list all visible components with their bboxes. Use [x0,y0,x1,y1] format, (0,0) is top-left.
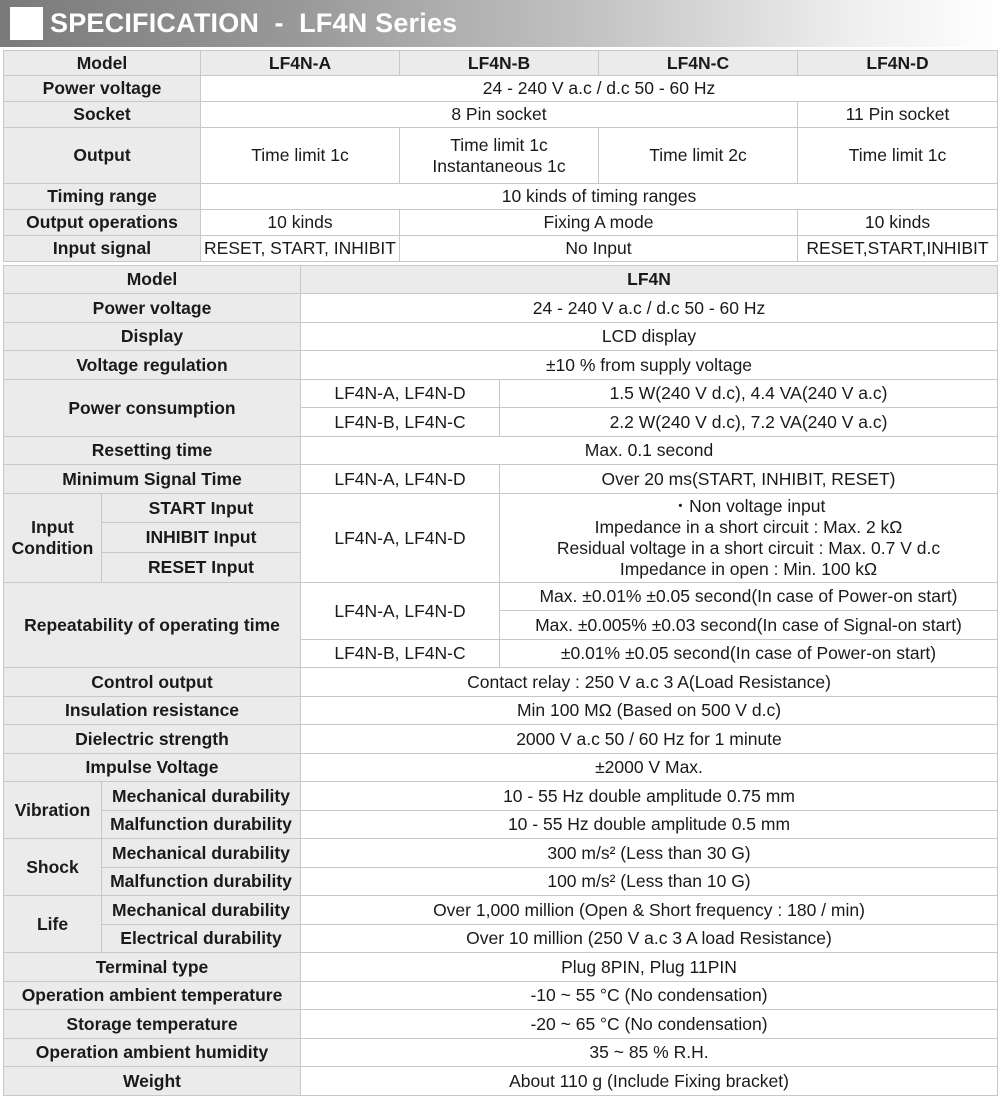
cell-models: LF4N-B, LF4N-C [301,640,500,668]
table-row [4,184,998,210]
model-header-c: LF4N-C [599,51,798,76]
cell-value: Max. ±0.005% ±0.03 second(In case of Signal-on start) [500,611,998,640]
sub-label: INHIBIT Input [102,523,301,553]
table-row [4,1039,998,1067]
table-row [4,982,998,1010]
cell-value: Over 1,000 million (Open & Short frequency : 180 / min) [301,896,998,925]
table-row [4,236,998,262]
sub-label: Electrical durability [102,925,301,953]
label-line: Condition [11,538,94,558]
sub-label: Mechanical durability [102,896,301,925]
table-row [4,102,998,128]
cell-models: LF4N-B, LF4N-C [301,408,500,437]
row-label: Input signal [4,236,201,262]
cell-value: 24 - 240 V a.c / d.c 50 - 60 Hz [301,294,998,323]
model-name: LF4N [301,266,998,294]
row-label: Dielectric strength [4,725,301,754]
row-label: Power voltage [4,294,301,323]
row-label: Terminal type [4,953,301,982]
table-row [4,210,998,236]
table-row [4,380,998,408]
row-label: Operation ambient humidity [4,1039,301,1067]
table-row [4,76,998,102]
group-label: Life [4,896,102,953]
header-square-icon [10,7,43,40]
cell-models: LF4N-A, LF4N-D [301,494,500,583]
cell-value: 10 kinds [201,210,400,236]
row-label: Minimum Signal Time [4,465,301,494]
table-row [4,811,998,839]
table-row [4,51,998,76]
sub-label: START Input [102,494,301,523]
row-label: Power voltage [4,76,201,102]
table-row [4,725,998,754]
cell-value: 2000 V a.c 50 / 60 Hz for 1 minute [301,725,998,754]
cell-value: About 110 g (Include Fixing bracket) [301,1067,998,1096]
detail-line: ・Non voltage input [671,496,826,516]
cell-value: 100 m/s² (Less than 10 G) [301,868,998,896]
cell-value: RESET,START,INHIBIT [798,236,998,262]
cell-value: 10 - 55 Hz double amplitude 0.5 mm [301,811,998,839]
row-label: Operation ambient temperature [4,982,301,1010]
cell-line: Time limit 1c [450,134,548,155]
spec-header [0,0,1000,47]
cell-value: 35 ~ 85 % R.H. [301,1039,998,1067]
table-row [4,323,998,351]
group-label: Shock [4,839,102,896]
label-line: Input [31,517,74,537]
cell-value: Plug 8PIN, Plug 11PIN [301,953,998,982]
cell-value: ±2000 V Max. [301,754,998,782]
row-label: Output [4,128,201,184]
table-row [4,925,998,953]
cell-value: 8 Pin socket [201,102,798,128]
cell-value: 10 kinds of timing ranges [201,184,998,210]
detail-line: Residual voltage in a short circuit : Max. 0.7 V d.c [556,538,941,558]
table-row [4,583,998,611]
cell-value: 300 m/s² (Less than 30 G) [301,839,998,868]
row-label: Insulation resistance [4,697,301,725]
model-header-b: LF4N-B [400,51,599,76]
row-label: Voltage regulation [4,351,301,380]
table-row [4,953,998,982]
table-row [4,754,998,782]
cell-value: 2.2 W(240 V d.c), 7.2 VA(240 V a.c) [500,408,998,437]
table-row [4,465,998,494]
table-row [4,668,998,697]
model-label: Model [4,51,201,76]
sub-label: Mechanical durability [102,839,301,868]
cell-value: ±0.01% ±0.05 second(In case of Power-on start) [500,640,998,668]
table-row [4,1010,998,1039]
model-comparison-table [3,50,998,262]
cell-value: Max. ±0.01% ±0.05 second(In case of Power-on start) [500,583,998,611]
cell-value: Min 100 MΩ (Based on 500 V d.c) [301,697,998,725]
sub-label: RESET Input [102,553,301,583]
row-label: Weight [4,1067,301,1096]
table-row [4,896,998,925]
table-row [4,266,998,294]
row-label: Display [4,323,301,351]
page-title: SPECIFICATION - LF4N Series [50,8,458,38]
cell-value: 10 kinds [798,210,998,236]
row-label: Socket [4,102,201,128]
table-row [4,868,998,896]
table-row [4,697,998,725]
cell-value: LCD display [301,323,998,351]
cell-value: Fixing A mode [400,210,798,236]
cell-value: Over 20 ms(START, INHIBIT, RESET) [500,465,998,494]
cell-value: 24 - 240 V a.c / d.c 50 - 60 Hz [201,76,998,102]
sub-label: Malfunction durability [102,811,301,839]
table-row [4,351,998,380]
cell-value: 10 - 55 Hz double amplitude 0.75 mm [301,782,998,811]
cell-value: RESET, START, INHIBIT [201,236,400,262]
row-label: Timing range [4,184,201,210]
sub-label: Malfunction durability [102,868,301,896]
detail-line: Impedance in a short circuit : Max. 2 kΩ [594,517,903,537]
input-condition-details [500,494,998,583]
table-row [4,782,998,811]
cell-value: No Input [400,236,798,262]
row-label: Control output [4,668,301,697]
row-label: Repeatability of operating time [4,583,301,668]
cell-value: -10 ~ 55 °C (No condensation) [301,982,998,1010]
model-header-a: LF4N-A [201,51,400,76]
row-label: Output operations [4,210,201,236]
cell-value: Contact relay : 250 V a.c 3 A(Load Resistance) [301,668,998,697]
cell-value: -20 ~ 65 °C (No condensation) [301,1010,998,1039]
table-row [4,128,998,184]
row-label: Resetting time [4,437,301,465]
cell-value: Time limit 1c [798,128,998,184]
table-row [4,839,998,868]
cell-models: LF4N-A, LF4N-D [301,380,500,408]
detailed-spec-table [3,265,998,1096]
cell-value: Max. 0.1 second [301,437,998,465]
cell-line: Instantaneous 1c [432,155,566,176]
cell-value: 11 Pin socket [798,102,998,128]
detail-line: Impedance in open : Min. 100 kΩ [619,559,878,579]
group-label: Vibration [4,782,102,839]
row-label: Impulse Voltage [4,754,301,782]
row-label: Model [4,266,301,294]
row-label: Power consumption [4,380,301,437]
cell-value: ±10 % from supply voltage [301,351,998,380]
table-row [4,294,998,323]
table-row [4,437,998,465]
input-condition-label [4,494,102,583]
cell-models: LF4N-A, LF4N-D [301,583,500,640]
cell-value: Time limit 2c [599,128,798,184]
model-header-d: LF4N-D [798,51,998,76]
cell-models: LF4N-A, LF4N-D [301,465,500,494]
cell-value [400,128,599,184]
table-row [4,1067,998,1096]
cell-value: 1.5 W(240 V d.c), 4.4 VA(240 V a.c) [500,380,998,408]
sub-label: Mechanical durability [102,782,301,811]
cell-value: Time limit 1c [201,128,400,184]
table-row [4,494,998,523]
cell-value: Over 10 million (250 V a.c 3 A load Resistance) [301,925,998,953]
row-label: Storage temperature [4,1010,301,1039]
